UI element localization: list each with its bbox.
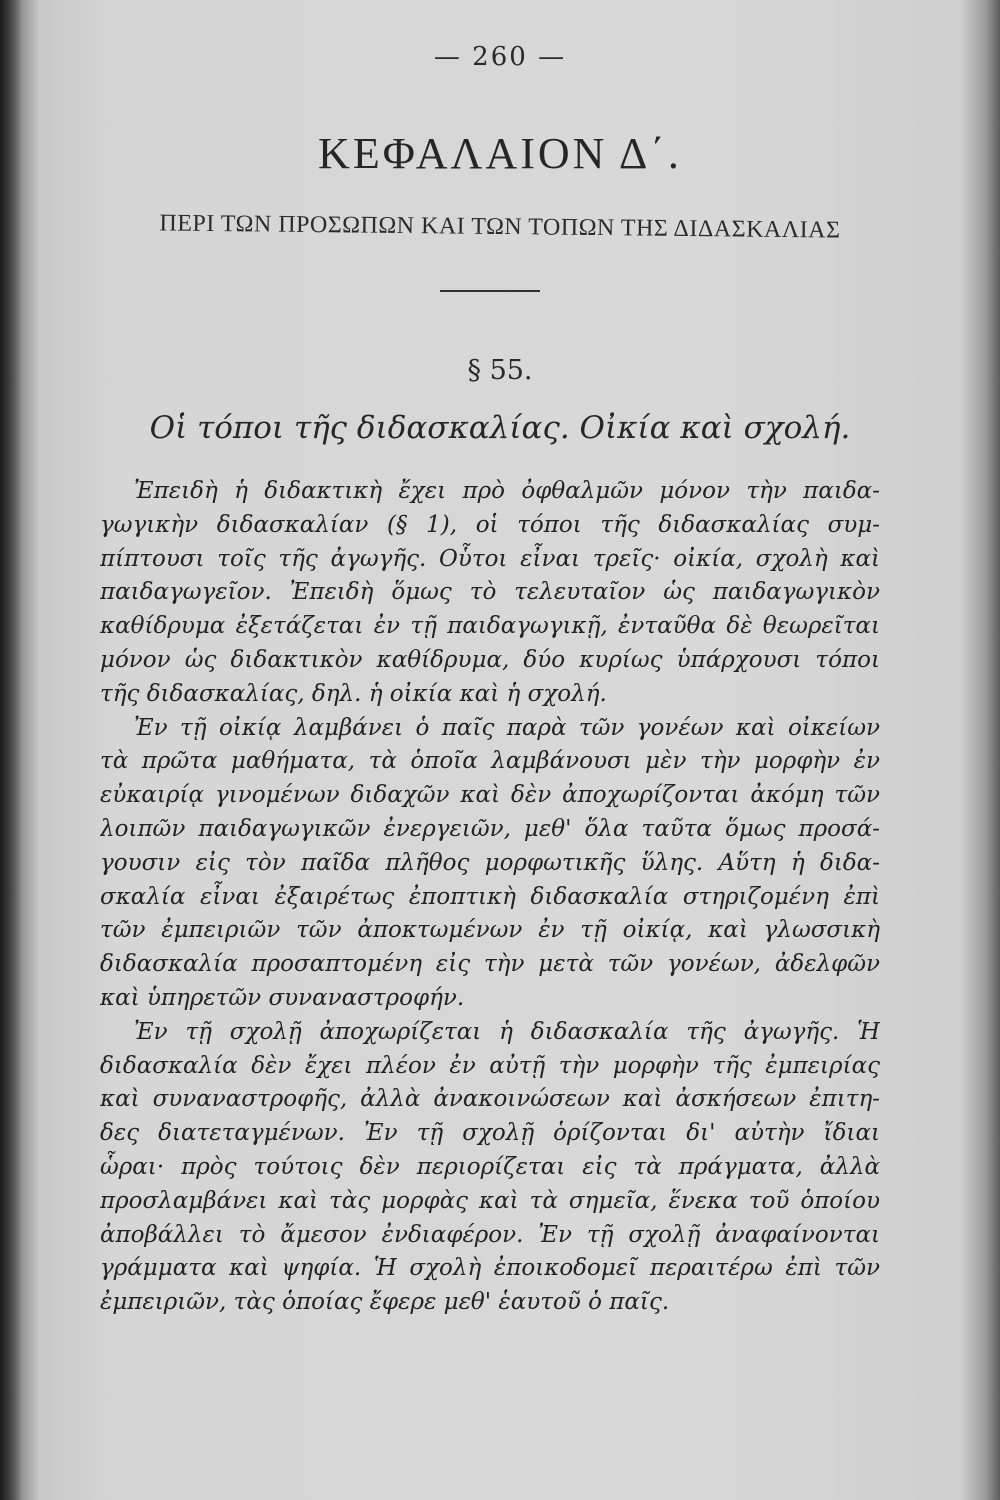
text-line: ἀποβάλλει τὸ ἄμεσον ἐνδιαφέρον. Ἐν τῇ σχολῇ ἀναφαίνονται xyxy=(100,1221,880,1248)
text-line: ὧραι· πρὸς τούτοις δὲν περιορίζεται εἰς τὰ πράγματα, ἀλλὰ xyxy=(100,1153,880,1180)
text-line: καὶ ὑπηρετῶν συναναστροφήν. xyxy=(100,984,465,1011)
text-line: γράμματα καὶ ψηφία. Ἡ σχολὴ ἐποικοδομεῖ περαιτέρω ἐπὶ τῶν xyxy=(100,1255,880,1282)
binding-shadow xyxy=(0,0,22,1500)
text-line: καὶ συναναστροφῆς, ἀλλὰ ἀνακοινώσεων καὶ ἀσκήσεων ἐπιτη- xyxy=(100,1086,880,1113)
chapter-subtitle: ΠΕΡΙ ΤΩΝ ΠΡΟΣΩΠΩΝ ΚΑΙ ΤΩΝ ΤΟΠΩΝ ΤΗΣ ΔΙΔΑΣΚΑΛΙΑΣ xyxy=(159,210,841,244)
title-divider xyxy=(440,290,540,292)
text-line: καθίδρυμα ἐξετάζεται ἐν τῇ παιδαγωγικῇ, ἐνταῦθα δὲ θεωρεῖται xyxy=(100,613,880,640)
text-line: Ἐν τῇ οἰκίᾳ λαμβάνει ὁ παῖς παρὰ τῶν γονέων καὶ οἰκείων xyxy=(134,714,880,741)
text-line: εὐκαιρίᾳ γινομένων διδαχῶν καὶ δὲν ἀποχωρίζονται ἀκόμη τῶν xyxy=(100,782,880,809)
text-line: λοιπῶν παιδαγωγικῶν ἐνεργειῶν, μεθ' ὅλα ταῦτα ὅμως προσά- xyxy=(100,815,880,842)
text-line: πίπτουσι τοῖς τῆς ἀγωγῆς. Οὗτοι εἶναι τρεῖς· οἰκία, σχολὴ καὶ xyxy=(100,545,880,572)
text-line: τῆς διδασκαλίας, δηλ. ἡ οἰκία καὶ ἡ σχολή. xyxy=(100,680,607,707)
text-line: προσλαμβάνει καὶ τὰς μορφὰς καὶ τὰ σημεῖα, ἕνεκα τοῦ ὁποίου xyxy=(100,1187,880,1214)
text-line: δες διατεταγμένων. Ἐν τῇ σχολῇ ὁρίζονται δι' αὐτὴν ἴδιαι xyxy=(100,1120,880,1147)
text-line: Ἐπειδὴ ἡ διδακτικὴ ἔχει πρὸ ὀφθαλμῶν μόνον τὴν παιδα- xyxy=(134,478,880,504)
text-line: σκαλία εἶναι ἐξαιρέτως ἐποπτικὴ διδασκαλία στηριζομένη ἐπὶ xyxy=(100,883,880,910)
text-line: Ἐν τῇ σχολῇ ἀποχωρίζεται ἡ διδασκαλία τῆς ἀγωγῆς. Ἡ xyxy=(134,1018,880,1045)
text-line: ἐμπειριῶν, τὰς ὁποίας ἔφερε μεθ' ἑαυτοῦ ὁ παῖς. xyxy=(100,1289,670,1316)
section-heading: Οἱ τόποι τῆς διδασκαλίας. Οἰκία καὶ σχολή. xyxy=(149,410,851,446)
text-line: τὰ πρῶτα μαθήματα, τὰ ὁποῖα λαμβάνουσι μὲν τὴν μορφὴν ἐν xyxy=(100,748,880,775)
text-line: γουσιν εἰς τὸν παῖδα πλῆθος μορφωτικῆς ὕλης. Αὕτη ἡ διδα- xyxy=(100,849,880,876)
page-number: — 260 — xyxy=(433,42,567,72)
text-line: γωγικὴν διδασκαλίαν (§ 1), οἱ τόποι τῆς διδασκαλίας συμ- xyxy=(100,511,880,538)
body-text xyxy=(100,475,880,1320)
text-line: διδασκαλία δὲν ἔχει πλέον ἐν αὐτῇ τὴν μορφὴν τῆς ἐμπειρίας xyxy=(100,1052,880,1079)
section-number: § 55. xyxy=(467,355,533,386)
chapter-title: ΚΕΦΑΛΑΙΟΝ Δ΄. xyxy=(318,129,682,178)
text-line: μόνον ὡς διδακτικὸν καθίδρυμα, δύο κυρίως ὑπάρχουσι τόποι xyxy=(100,646,880,673)
text-line: παιδαγωγεῖον. Ἐπειδὴ ὅμως τὸ τελευταῖον ὡς παιδαγωγικὸν xyxy=(100,579,880,606)
text-line: τῶν ἐμπειριῶν τῶν ἀποκτωμένων ἐν τῇ οἰκίᾳ, καὶ γλωσσικὴ xyxy=(100,917,880,944)
text-line: διδασκαλία προσαπτομένη εἰς τὴν μετὰ τῶν γονέων, ἀδελφῶν xyxy=(100,951,880,978)
